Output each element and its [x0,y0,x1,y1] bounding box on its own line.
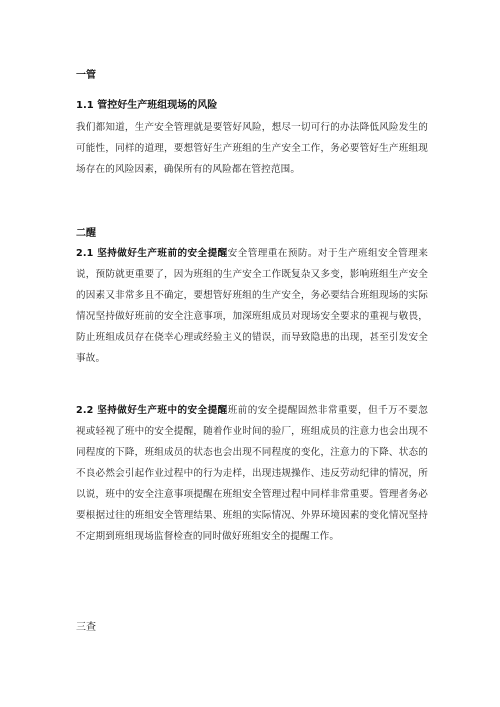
paragraph-2-1 [76,243,428,369]
paragraph-2-2 [76,400,428,547]
section-heading-3: 三查 [76,622,96,633]
paragraph-2-1-lead: 2.1 坚持做好生产班前的安全提醒 [76,248,228,259]
section-subheading-1-1: 1.1 管控好生产班组现场的风险 [76,100,218,111]
section-heading-1: 一管 [76,70,96,81]
paragraph-2-2-body: 班前的安全提醒固然非常重要，但千万不要忽视或轻视了班中的安全提醒，随着作业时间的验厂，班组成员的注意力也会出现不同程度的下降，班组成员的状态也会出现不同程度的变化，注意力的下降、状态的不良必然会引起作业过程中的行为走样，出现违规操作、违反劳动纪律的情况，所以说，班中的安全注意事项提醒在班组安全管理过程中同样非常重要。管理者务必要根据过往的班组安全管理结果、班组的实际情况、外界环境因素的变化情况坚持不定期到班组现场监督检查的同时做好班组安全的提醒工作。 [76,405,428,542]
paragraph-1-1: 我们都知道，生产安全管理就是要管好风险，想尽一切可行的办法降低风险发生的可能性，同样的道理，要想管好生产班组的生产安全工作，务必要管好生产班组现场存在的风险因素，确保所有的风险都在管控范围。 [76,122,428,175]
paragraph-2-1-body: 安全管理重在预防。对于生产班组安全管理来说，预防就更重要了，因为班组的生产安全工作既复杂又多变，影响班组生产安全的因素又非常多且不确定，要想管好班组的生产安全，务必要结合班组现场的实际情况坚持做好班前的安全注意事项，加深班组成员对现场安全要求的重视与敬畏，防止班组成员存在侥幸心理或经验主义的错误，而导致隐患的出现，甚至引发安全事故。 [76,248,428,364]
section-heading-2: 二醒 [76,228,96,239]
paragraph-2-2-lead: 2.2 坚持做好生产班中的安全提醒 [76,405,228,416]
